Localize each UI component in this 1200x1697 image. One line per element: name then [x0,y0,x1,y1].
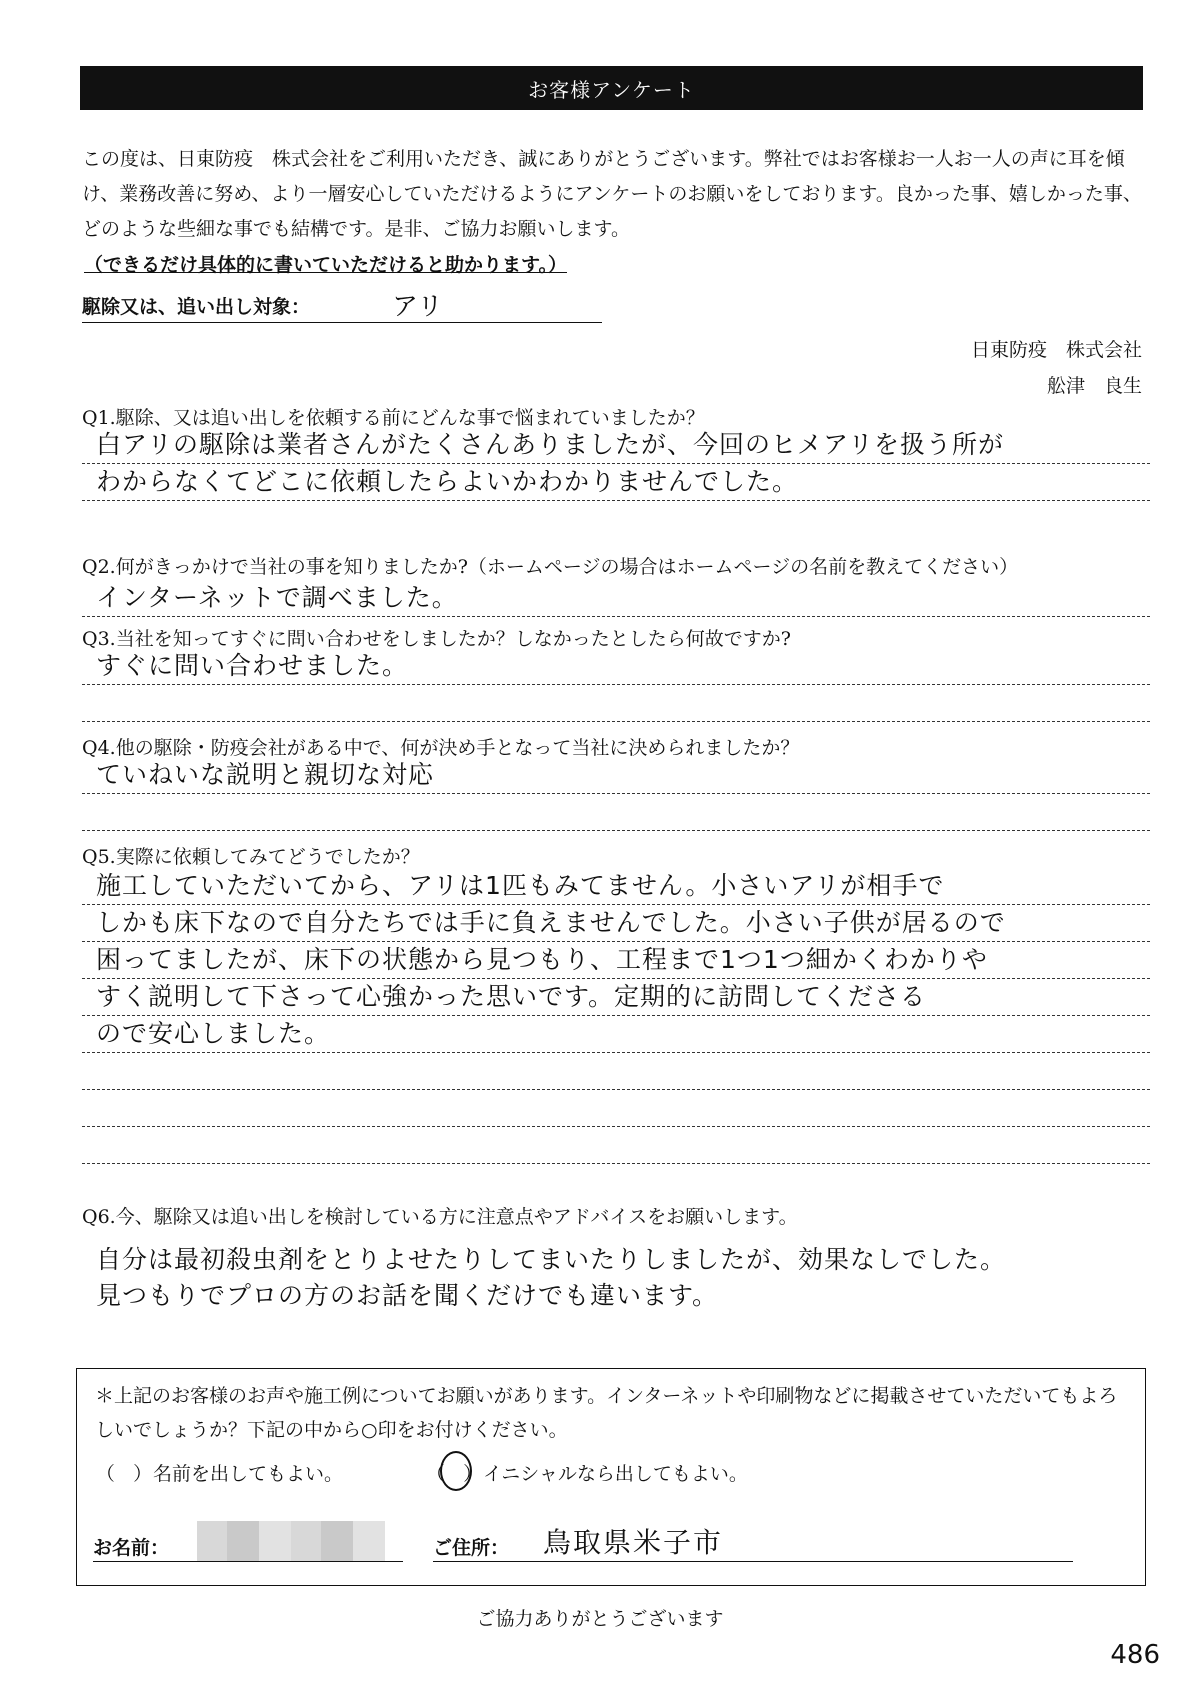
redacted-name [197,1521,385,1561]
answer-line [82,1016,1150,1053]
answer-line [82,464,1150,501]
paren-close: ） [463,1463,483,1485]
answer-5 [82,868,1150,1164]
consent-option-initial[interactable] [425,1459,748,1486]
answer-1 [82,427,1150,501]
circle-mark-icon [440,1451,472,1491]
answer-line [82,1278,1150,1314]
survey-title: お客様アンケート [528,77,695,102]
answer-line [82,757,1150,794]
option-checkbox-name[interactable] [95,1459,153,1486]
paren-close: ） [133,1463,153,1485]
answer-line [82,1053,1150,1090]
intro-note: （できるだけ具体的に書いていただけると助かります。） [84,254,567,276]
address-label: ご住所： [433,1537,510,1559]
answer-6 [82,1242,1150,1314]
question-5: Q5.実際に依頼してみてどうでしたか？ [82,846,420,868]
option-checkbox-initial[interactable] [425,1459,483,1486]
survey-title-bar [80,66,1143,110]
answer-text: ので安心しました。 [96,1019,331,1048]
answer-3 [82,648,1150,722]
answer-line [82,868,1150,905]
paren-open: （ [95,1463,115,1485]
answer-text: 白アリの駆除は業者さんがたくさんありましたが、今回のヒメアリを扱う所が [96,430,1005,459]
company-person: 舩津 良生 [1046,375,1142,397]
answer-2 [82,580,1150,617]
answer-line [82,648,1150,685]
question-4: Q4.他の駆除・防疫会社がある中で、何が決め手となって当社に決められましたか？ [82,737,800,759]
question-6: Q6.今、駆除又は追い出しを検討している方に注意点やアドバイスをお願いします。 [82,1206,798,1228]
answer-text: 見つもりでプロの方のお話を聞くだけでも違います。 [96,1281,719,1310]
answer-line [82,942,1150,979]
answer-line [82,794,1150,831]
consent-option-name[interactable] [95,1459,343,1486]
answer-line [82,427,1150,464]
answer-line [82,905,1150,942]
name-label: お名前： [93,1537,170,1559]
answer-text: インターネットで調べました。 [96,583,458,612]
option-label-name: 名前を出してもよい。 [153,1463,344,1485]
intro-paragraph: この度は、日東防疫 株式会社をご利用いただき、誠にありがとうございます。弊社ではお客様お一人お一人の声に耳を傾け、業務改善に努め、より一層安心していただけるようにアンケートのお願いをしております。良かった事、嬉しかった事、どのような些細な事でも結構です。是非、ご協力お願いします。 [82,148,1142,240]
address-field[interactable] [433,1521,1073,1565]
target-value: アリ [392,292,443,322]
answer-text: すぐに問い合わせました。 [96,651,409,680]
company-name: 日東防疫 株式会社 [970,339,1142,361]
paren-open: （ [425,1463,445,1485]
consent-box [76,1368,1146,1586]
target-field [82,290,602,324]
answer-text: ていねいな説明と親切な対応 [96,760,435,789]
address-underline [433,1561,1073,1562]
answer-line [82,1242,1150,1278]
answer-text: わからなくてどこに依頼したらよいかわかりませんでした。 [96,467,799,496]
address-value: 鳥取県米子市 [543,1526,724,1559]
consent-text: ＊上記のお客様のお声や施工例についてお願いがあります。インターネットや印刷物などに掲載させていただいてもよろしいでしょうか？下記の中から○印をお付けください。 [95,1385,1118,1441]
target-label: 駆除又は、追い出し対象： [82,296,311,318]
answer-line [82,979,1150,1016]
answer-line [82,685,1150,722]
name-underline [93,1561,403,1562]
question-2: Q2.何がきっかけで当社の事を知りましたか?（ホームページの場合はホームページの名前を教えてください） [82,556,1019,578]
answer-text: しかも床下なので自分たちでは手に負えませんでした。小さい子供が居るので [96,908,1006,937]
answer-line [82,1090,1150,1127]
target-underline [82,322,602,323]
answer-text: 困ってましたが、床下の状態から見つもり、工程まで1つ1つ細かくわかりや [96,945,988,974]
page-number: 486 [1110,1640,1160,1670]
company-info [971,332,1142,404]
answer-text: 自分は最初殺虫剤をとりよせたりしてまいたりしましたが、効果なしでした。 [96,1245,1007,1274]
answer-text: 施工していただいてから、アリは1匹もみてません。小さいアリが相手で [96,871,945,900]
option-label-initial: イニシャルなら出してもよい。 [483,1463,748,1485]
thanks-text: ご協力ありがとうございます [476,1608,724,1630]
answer-text: すく説明して下さって心強かった思いです。定期的に訪問してくださる [96,982,927,1011]
name-field[interactable] [93,1521,353,1565]
question-3: Q3.当社を知ってすぐに問い合わせをしましたか？しなかったとしたら何故ですか? [82,628,791,650]
answer-4 [82,757,1150,831]
answer-line [82,1127,1150,1164]
question-1: Q1.駆除、又は追い出しを依頼する前にどんな事で悩まれていましたか？ [82,407,705,429]
answer-line [82,580,1150,617]
